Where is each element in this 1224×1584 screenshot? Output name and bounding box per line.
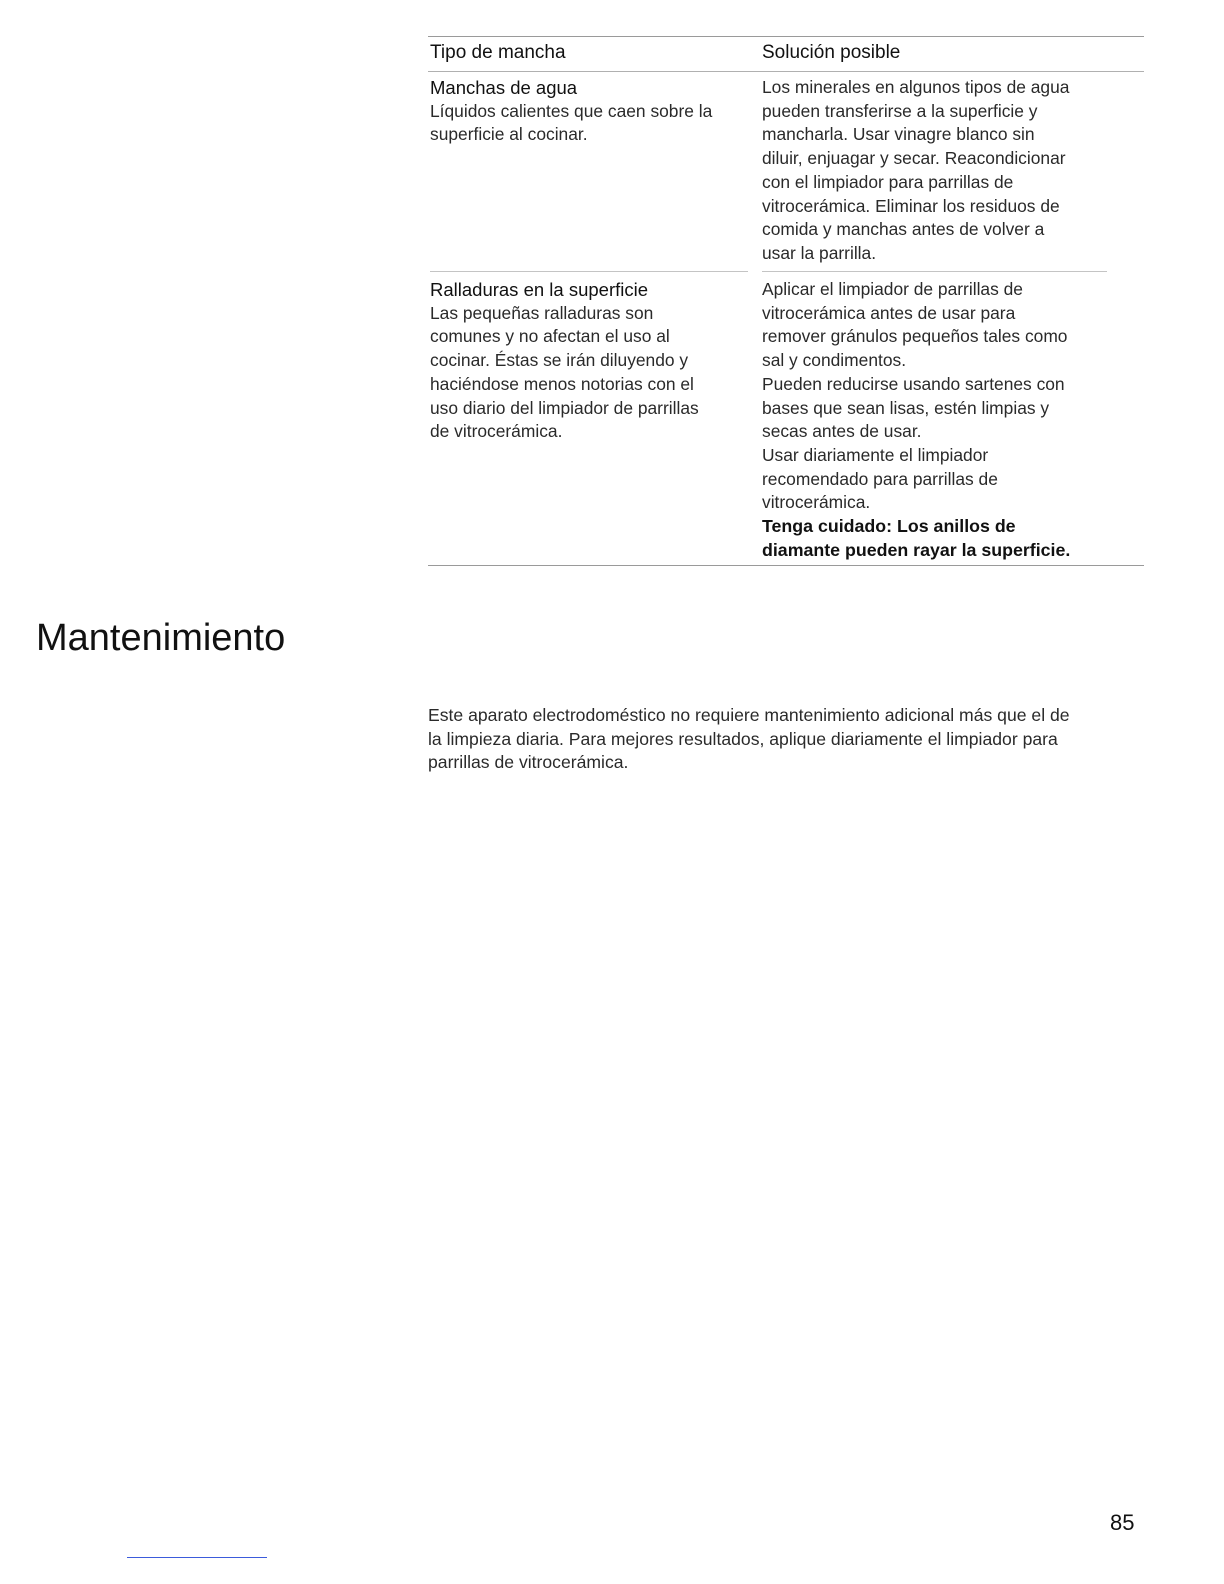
table-row-water-stains-type <box>430 76 746 147</box>
solution-text-line: pueden transferirse a la superficie y <box>762 100 1038 121</box>
solution-text-line: vitrocerámica antes de usar para <box>762 302 1016 323</box>
column-header-stain-type: Tipo de mancha <box>430 42 566 63</box>
solution-text-line: usar la parrilla. <box>762 242 877 263</box>
solution-text-line: Aplicar el limpiador de parrillas de <box>762 279 1023 299</box>
solution-text-line: sal y condimentos. <box>762 350 907 371</box>
solution-text-line: vitrocerámica. Eliminar los residuos de <box>762 195 1060 216</box>
stain-type-text-line: comunes y no afectan el uso al <box>430 326 670 347</box>
table-top-rule <box>428 36 1144 37</box>
stain-type-title: Ralladuras en la superficie <box>430 279 649 300</box>
solution-text-line: secas antes de usar. <box>762 421 922 442</box>
solution-text-line: vitrocerámica. <box>762 492 871 513</box>
paragraph-line: parrillas de vitrocerámica. <box>428 752 629 773</box>
stain-type-text-line: haciéndose menos notorias con el <box>430 373 694 394</box>
solution-text-line: con el limpiador para parrillas de <box>762 171 1014 192</box>
stain-type-text-line: uso diario del limpiador de parrillas <box>430 397 699 418</box>
table-row-scratches-solution <box>762 278 1142 562</box>
solution-text-line: Los minerales en algunos tipos de agua <box>762 77 1070 97</box>
solution-text-line: mancharla. Usar vinagre blanco sin <box>762 124 1035 145</box>
stain-type-text-line: Líquidos calientes que caen sobre la <box>430 100 713 121</box>
maintenance-paragraph <box>428 704 1144 775</box>
stain-type-text-line: de vitrocerámica. <box>430 421 563 442</box>
row-divider-right <box>762 271 1107 272</box>
solution-text-line: Pueden reducirse usando sartenes con <box>762 373 1065 394</box>
row-divider-left <box>430 271 748 272</box>
solution-text-line: remover gránulos pequeños tales como <box>762 326 1068 347</box>
table-bottom-rule <box>428 565 1144 566</box>
solution-text-line: Usar diariamente el limpiador <box>762 444 989 465</box>
solution-text-line: comida y manchas antes de volver a <box>762 219 1045 240</box>
solution-text-line: recomendado para parrillas de <box>762 468 998 489</box>
page-number: 85 <box>1110 1510 1135 1535</box>
stain-type-title: Manchas de agua <box>430 77 578 98</box>
paragraph-line: la limpieza diaria. Para mejores resultados, aplique diariamente el limpiador para <box>428 728 1058 749</box>
solution-text-line: bases que sean lisas, estén limpias y <box>762 397 1050 418</box>
warning-text-line: diamante pueden rayar la superficie. <box>762 539 1071 560</box>
header-divider <box>428 71 1144 72</box>
table-row-scratches-type <box>430 278 746 444</box>
section-title-maintenance: Mantenimiento <box>36 617 286 659</box>
stain-type-text-line: superficie al cocinar. <box>430 124 588 145</box>
column-header-solution: Solución posible <box>762 42 901 63</box>
footer-rule <box>127 1557 267 1558</box>
stain-type-text-line: cocinar. Éstas se irán diluyendo y <box>430 350 689 371</box>
warning-text-line: Tenga cuidado: Los anillos de <box>762 516 1016 537</box>
table-row-water-stains-solution <box>762 76 1142 266</box>
solution-text-line: diluir, enjuagar y secar. Reacondicionar <box>762 148 1066 169</box>
paragraph-line: Este aparato electrodoméstico no requiere mantenimiento adicional más que el de <box>428 705 1070 725</box>
stain-type-text-line: Las pequeñas ralladuras son <box>430 302 654 323</box>
